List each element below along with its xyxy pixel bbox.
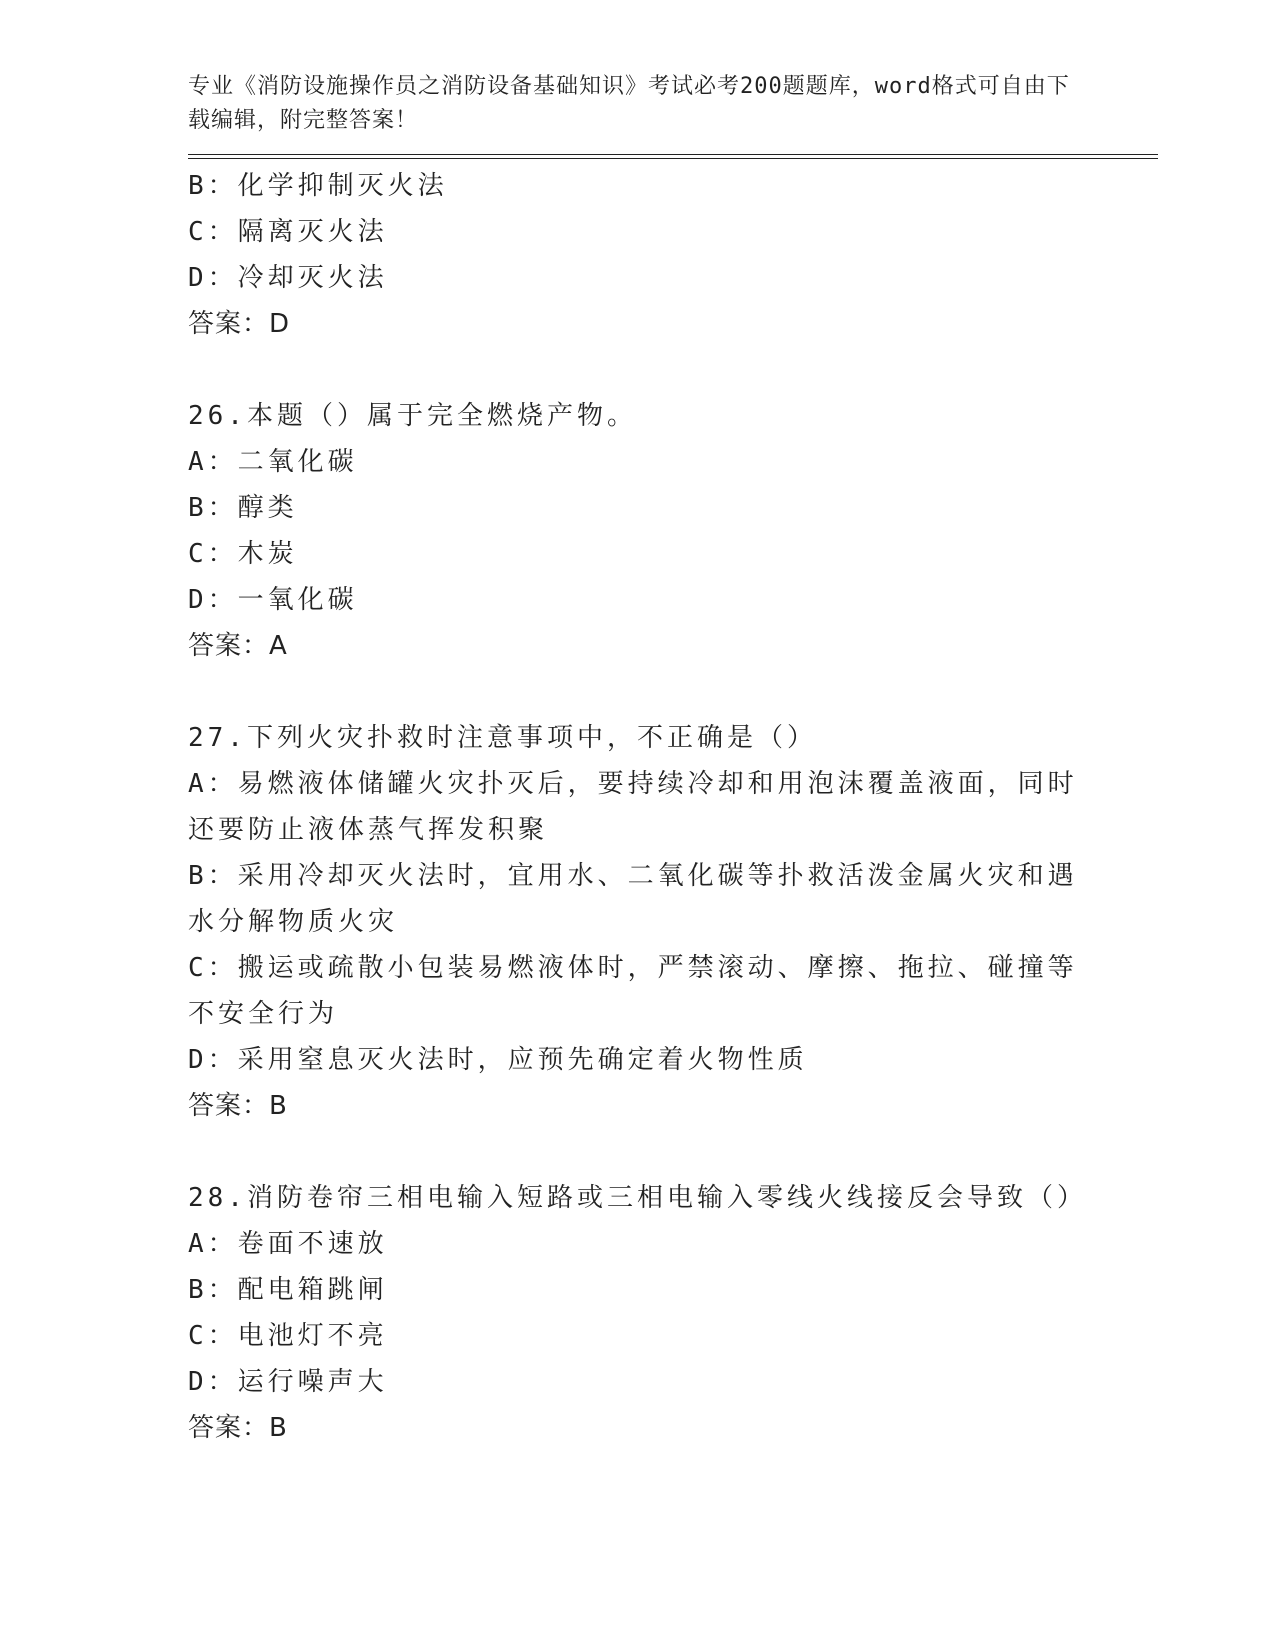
option-a: A：易燃液体储罐火灾扑灭后，要持续冷却和用泡沫覆盖液面，同时还要防止液体蒸气挥发积聚 (188, 769, 1078, 845)
option-a: A：卷面不速放 (188, 1229, 388, 1259)
option-d: D：冷却灭火法 (188, 263, 388, 293)
answer-line: 答案：B (188, 1091, 288, 1121)
option-b: B：配电箱跳闸 (188, 1275, 388, 1305)
question-content (188, 163, 1158, 1451)
question-block-26 (188, 393, 1158, 669)
document-page (188, 70, 1158, 1451)
question-block-25 (188, 163, 1158, 347)
option-b: B：化学抑制灭火法 (188, 171, 448, 201)
question-block-28 (188, 1175, 1158, 1451)
answer-line: 答案：B (188, 1413, 288, 1443)
option-c: C：电池灯不亮 (188, 1321, 388, 1351)
question-block-27 (188, 715, 1158, 1129)
question-text: 28.消防卷帘三相电输入短路或三相电输入零线火线接反会导致（） (188, 1183, 1087, 1213)
option-c: C：搬运或疏散小包装易燃液体时，严禁滚动、摩擦、拖拉、碰撞等不安全行为 (188, 953, 1078, 1029)
answer-line: 答案：A (188, 631, 288, 661)
option-b: B：醇类 (188, 493, 298, 523)
option-a: A：二氧化碳 (188, 447, 358, 477)
question-text: 26.本题（）属于完全燃烧产物。 (188, 401, 637, 431)
option-c: C：木炭 (188, 539, 298, 569)
question-text: 27.下列火灾扑救时注意事项中，不正确是（） (188, 723, 817, 753)
option-d: D：运行噪声大 (188, 1367, 388, 1397)
option-d: D：一氧化碳 (188, 585, 358, 615)
option-d: D：采用窒息灭火法时，应预先确定着火物性质 (188, 1045, 808, 1075)
header-divider (188, 154, 1158, 159)
option-b: B：采用冷却灭火法时，宜用水、二氧化碳等扑救活泼金属火灾和遇水分解物质火灾 (188, 861, 1078, 937)
document-header: 专业《消防设施操作员之消防设备基础知识》考试必考200题题库，word格式可自由下载编辑，附完整答案！ (188, 74, 1070, 133)
option-c: C：隔离灭火法 (188, 217, 388, 247)
answer-line: 答案：D (188, 309, 291, 339)
